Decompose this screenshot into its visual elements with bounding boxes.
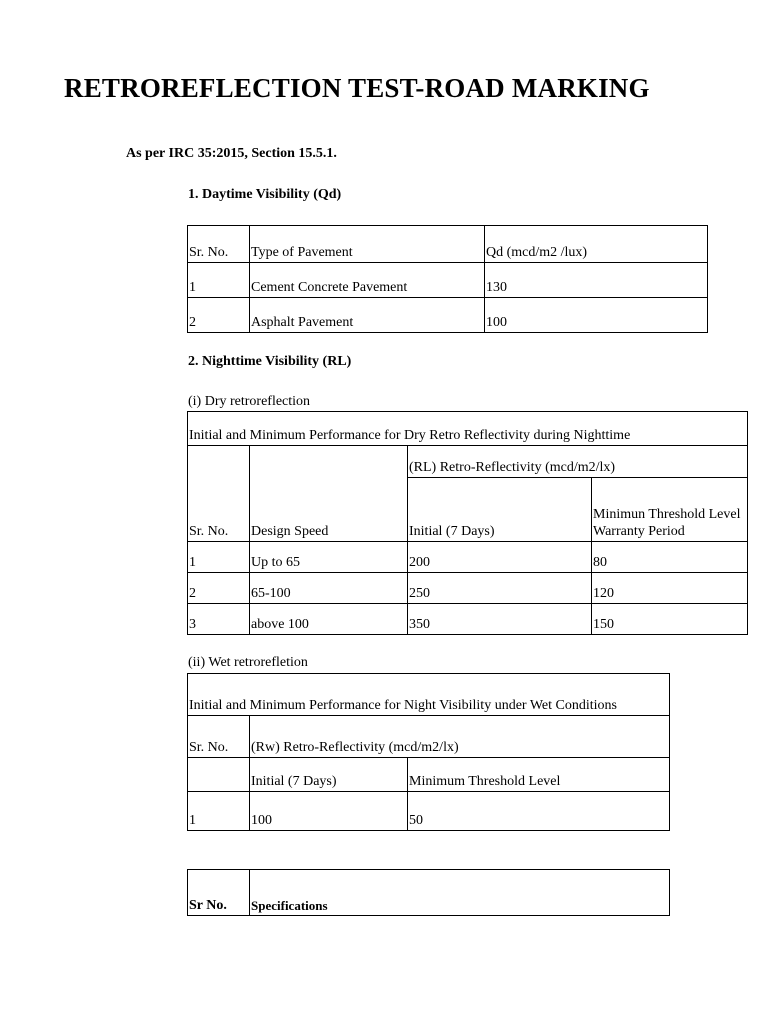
table-cell: 100	[250, 792, 408, 831]
header-cell: Type of Pavement	[250, 226, 485, 263]
header-cell: Sr. No.	[188, 446, 250, 542]
section1-heading: 1. Daytime Visibility (Qd)	[188, 187, 342, 202]
specifications-table	[187, 869, 668, 916]
header-cell: Initial (7 Days)	[408, 478, 592, 542]
header-cell: Sr. No.	[188, 716, 250, 758]
table-cell: 2	[188, 298, 250, 333]
dry-retroreflection-label: (i) Dry retroreflection	[188, 394, 311, 409]
group-header-cell: (Rw) Retro-Reflectivity (mcd/m2/lx)	[250, 716, 670, 758]
table-cell: 1	[188, 792, 250, 831]
table-header-row	[188, 758, 670, 792]
table-caption: Initial and Minimum Performance for Night Visibility under Wet Conditions	[188, 674, 670, 716]
table-cell: 65-100	[250, 573, 408, 604]
header-cell	[188, 758, 250, 792]
table-cell: 100	[485, 298, 708, 333]
daytime-visibility-table	[187, 225, 668, 333]
table-cell: 2	[188, 573, 250, 604]
table-row	[188, 263, 708, 298]
section2-heading: 2. Nighttime Visibility (RL)	[188, 354, 352, 369]
table-cell: 350	[408, 604, 592, 635]
table-group-header-row	[188, 446, 748, 478]
table-header-row	[188, 870, 670, 916]
header-cell: Minimun Threshold Level Warranty Period	[592, 478, 748, 542]
table-cell: 80	[592, 542, 748, 573]
table-cell: 120	[592, 573, 748, 604]
table-cell: 150	[592, 604, 748, 635]
header-cell: Design Speed	[250, 446, 408, 542]
table-row	[188, 604, 748, 635]
table-cell: 1	[188, 542, 250, 573]
table-row	[188, 542, 748, 573]
header-cell: Sr. No.	[188, 226, 250, 263]
header-cell: Qd (mcd/m2 /lux)	[485, 226, 708, 263]
table-cell: 250	[408, 573, 592, 604]
wet-retroreflectivity-table	[187, 673, 668, 831]
table-row	[188, 298, 708, 333]
table-cell: 3	[188, 604, 250, 635]
header-cell: Specifications	[250, 870, 670, 916]
table-cell: 200	[408, 542, 592, 573]
standard-reference: As per IRC 35:2015, Section 15.5.1.	[126, 146, 337, 161]
table-caption: Initial and Minimum Performance for Dry Retro Reflectivity during Nighttime	[188, 412, 748, 446]
group-header-cell: (RL) Retro-Reflectivity (mcd/m2/lx)	[408, 446, 748, 478]
table-cell: Up to 65	[250, 542, 408, 573]
table-caption-row	[188, 412, 748, 446]
header-cell: Minimum Threshold Level	[408, 758, 670, 792]
table-group-header-row	[188, 716, 670, 758]
table-caption-row	[188, 674, 670, 716]
table-cell: 1	[188, 263, 250, 298]
table-cell: 50	[408, 792, 670, 831]
wet-retroreflection-label: (ii) Wet retrorefletion	[188, 655, 308, 670]
header-cell: Initial (7 Days)	[250, 758, 408, 792]
table-row	[188, 792, 670, 831]
page-title: RETROREFLECTION TEST-ROAD MARKING	[64, 73, 650, 103]
table-cell: 130	[485, 263, 708, 298]
dry-retroreflectivity-table	[187, 411, 741, 635]
table-header-row	[188, 226, 708, 263]
table-cell: Asphalt Pavement	[250, 298, 485, 333]
table-row	[188, 573, 748, 604]
table-cell: Cement Concrete Pavement	[250, 263, 485, 298]
header-cell: Sr No.	[188, 870, 250, 916]
table-cell: above 100	[250, 604, 408, 635]
